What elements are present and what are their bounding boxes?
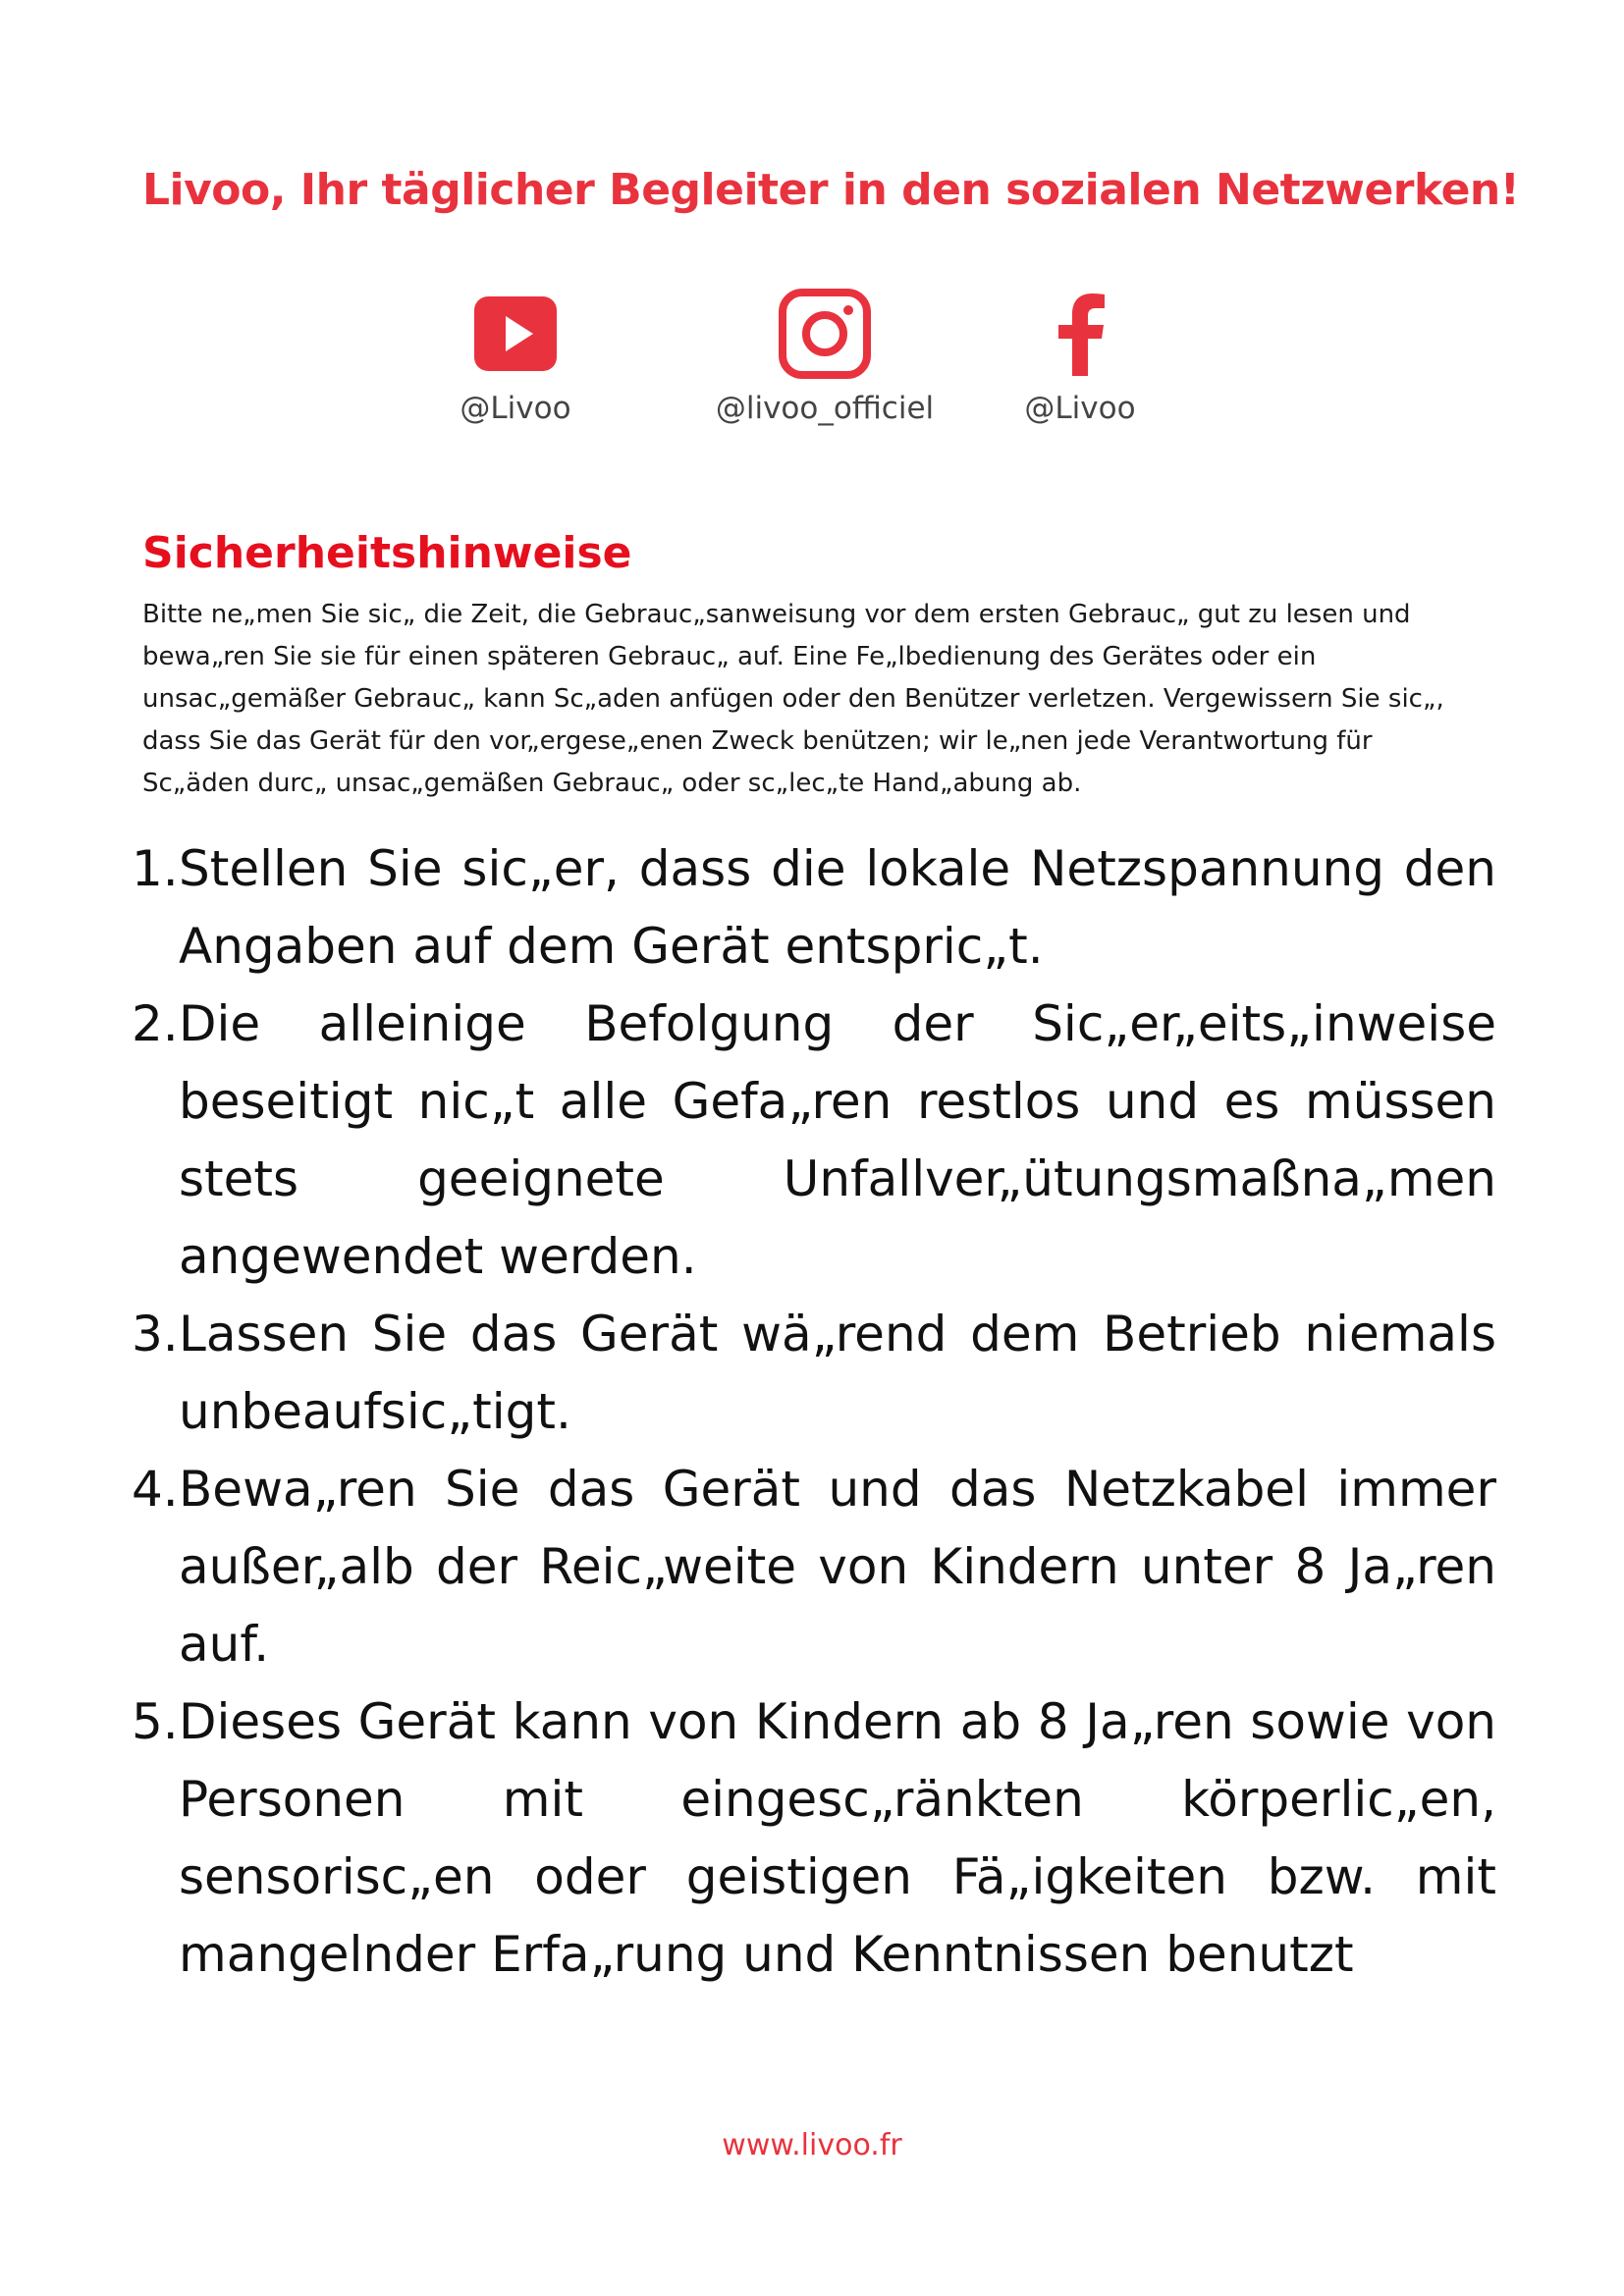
list-item-text: Bewa„ren Sie das Gerät und das Netzkabel immer außer„alb der Reic„weite von Kindern unter 8 Ja„ren auf. xyxy=(179,1461,1496,1673)
page-headline: Livoo, Ihr täglicher Begleiter in den sozialen Netzwerken! xyxy=(142,165,1520,215)
list-item xyxy=(132,830,1496,986)
facebook-icon[interactable] xyxy=(982,287,1178,381)
social-youtube[interactable] xyxy=(417,287,614,426)
social-facebook[interactable] xyxy=(982,287,1178,426)
youtube-handle[interactable]: @Livoo xyxy=(460,391,571,426)
list-item-text: Dieses Gerät kann von Kindern ab 8 Ja„ren sowie von Personen mit eingesc„ränkten körperlic„en, sensorisc„en oder geistigen Fä„igkeiten bzw. mit mangelnder Erfa„rung und Kenntnissen benutzt xyxy=(179,1693,1496,1983)
instagram-handle[interactable]: @livoo_officiel xyxy=(715,391,935,426)
safety-list xyxy=(132,830,1496,1994)
list-item-text: Lassen Sie das Gerät wä„rend dem Betrieb niemals unbeaufsic„tigt. xyxy=(179,1306,1496,1440)
list-item-number: 2. xyxy=(132,995,179,1052)
list-item xyxy=(132,986,1496,1296)
instagram-icon[interactable] xyxy=(677,287,972,381)
list-item xyxy=(132,1296,1496,1451)
intro-paragraph xyxy=(142,594,1458,805)
list-item-text: Die alleinige Befolgung der Sic„er„eits„inweise beseitigt nic„t alle Gefa„ren restlos und es müssen stets geeignete Unfallver„ütungsmaßna„men angewendet werden. xyxy=(179,995,1496,1285)
list-item-number: 3. xyxy=(132,1306,179,1362)
social-instagram[interactable] xyxy=(677,287,972,426)
list-item xyxy=(132,1451,1496,1683)
list-item-number: 4. xyxy=(132,1461,179,1518)
youtube-icon[interactable] xyxy=(417,287,614,381)
facebook-handle[interactable]: @Livoo xyxy=(1024,391,1136,426)
list-item-number: 1. xyxy=(132,840,179,897)
footer-website-link[interactable]: www.livoo.fr xyxy=(722,2128,902,2163)
list-item xyxy=(132,1683,1496,1994)
list-item-text: Stellen Sie sic„er, dass die lokale Netzspannung den Angaben auf dem Gerät entspric„t. xyxy=(179,840,1496,975)
section-title: Sicherheitshinweise xyxy=(142,528,632,578)
list-item-number: 5. xyxy=(132,1693,179,1750)
intro-text: Bitte ne„men Sie sic„ die Zeit, die Gebrauc„sanweisung vor dem ersten Gebrauc„ gut zu lesen und bewa„ren Sie sie für einen späteren Gebrauc„ auf. Eine Fe„lbedienung des Gerätes oder ein unsac„gemäßer Gebrauc„ kann Sc„aden anfügen oder den Benützer verletzen. Vergewissern Sie sic„, dass Sie das Gerät für den vor„ergese„enen Zweck benützen; wir le„nen jede Verantwortung für Sc„äden durc„ unsac„gemäßen Gebrauc„ oder sc„lec„te Hand„abung ab. xyxy=(142,600,1444,798)
